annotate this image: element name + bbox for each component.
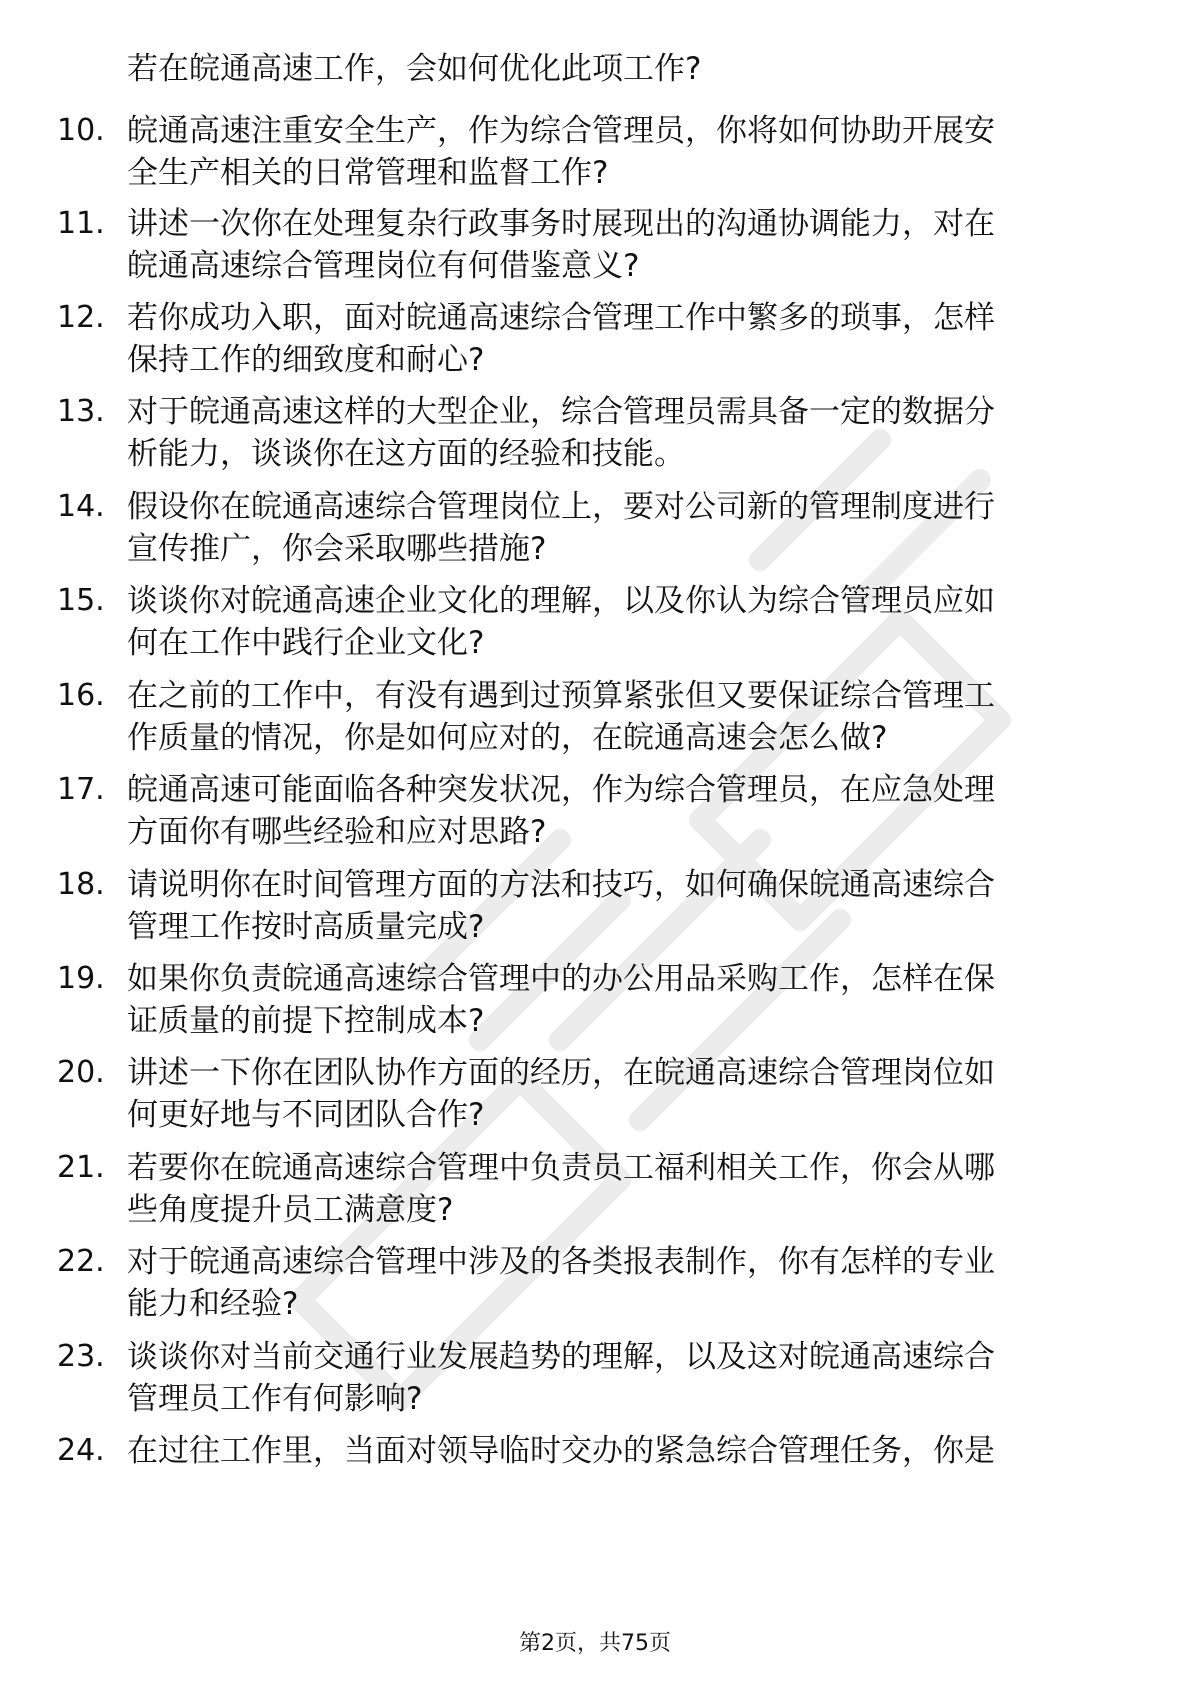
question-number: 15.: [57, 583, 105, 618]
question-number: 22.: [57, 1244, 105, 1279]
question-text: [127, 1336, 1117, 1420]
question-line: 作质量的情况，你是如何应对的，在皖通高速会怎么做?: [127, 720, 888, 756]
question-line: 对于皖通高速综合管理中涉及的各类报表制作，你有怎样的专业: [127, 1244, 995, 1280]
question-number: 20.: [57, 1055, 105, 1090]
question-number: 14.: [57, 489, 105, 524]
question-text: [127, 1052, 1117, 1136]
page-footer: 第2页，共75页: [519, 1631, 671, 1656]
question-text: [127, 110, 1117, 194]
question-line: 讲述一次你在处理复杂行政事务时展现出的沟通协调能力，对在: [127, 206, 995, 242]
question-line: 谈谈你对当前交通行业发展趋势的理解，以及这对皖通高速综合: [127, 1339, 995, 1375]
question-number: 10.: [57, 113, 105, 148]
question-line: 证质量的前提下控制成本?: [127, 1003, 485, 1039]
carryover-line: 若在皖通高速工作，会如何优化此项工作?: [127, 51, 702, 87]
question-number: 13.: [57, 394, 105, 429]
question-number: 21.: [57, 1150, 105, 1185]
question-line: 方面你有哪些经验和应对思路?: [127, 814, 547, 850]
question-line: 对于皖通高速这样的大型企业，综合管理员需具备一定的数据分: [127, 394, 995, 430]
question-line: 何更好地与不同团队合作?: [127, 1097, 485, 1133]
question-line: 管理员工作有何影响?: [127, 1381, 423, 1417]
question-line: 皖通高速注重安全生产，作为综合管理员，你将如何协助开展安: [127, 113, 995, 149]
question-line: 些角度提升员工满意度?: [127, 1192, 454, 1228]
question-text: [127, 1430, 1117, 1472]
question-number: 18.: [57, 867, 105, 902]
question-line: 保持工作的细致度和耐心?: [127, 342, 485, 378]
question-text: [127, 958, 1117, 1042]
question-line: 析能力，谈谈你在这方面的经验和技能。: [127, 436, 685, 472]
question-number: 24.: [57, 1433, 105, 1468]
question-line: 谈谈你对皖通高速企业文化的理解，以及你认为综合管理员应如: [127, 583, 995, 619]
question-line: 若你成功入职，面对皖通高速综合管理工作中繁多的琐事，怎样: [127, 300, 995, 336]
question-number: 17.: [57, 772, 105, 807]
question-line: 请说明你在时间管理方面的方法和技巧，如何确保皖通高速综合: [127, 867, 995, 903]
question-text: [127, 1241, 1117, 1325]
question-text: [127, 675, 1117, 759]
question-line: 管理工作按时高质量完成?: [127, 909, 485, 945]
question-number: 19.: [57, 961, 105, 996]
question-text: [127, 580, 1117, 664]
question-text: [127, 203, 1117, 287]
question-text: [127, 297, 1117, 381]
question-line: 宣传推广，你会采取哪些措施?: [127, 531, 547, 567]
question-line: 假设你在皖通高速综合管理岗位上，要对公司新的管理制度进行: [127, 489, 995, 525]
question-text: [127, 391, 1117, 475]
question-line: 在过往工作里，当面对领导临时交办的紧急综合管理任务，你是: [127, 1433, 995, 1469]
question-number: 16.: [57, 678, 105, 713]
question-number: 12.: [57, 300, 105, 335]
question-line: 全生产相关的日常管理和监督工作?: [127, 155, 609, 191]
question-text: [127, 1147, 1117, 1231]
question-line: 若要你在皖通高速综合管理中负责员工福利相关工作，你会从哪: [127, 1150, 995, 1186]
question-line: 在之前的工作中，有没有遇到过预算紧张但又要保证综合管理工: [127, 678, 995, 714]
question-text: [127, 769, 1117, 853]
question-text: [127, 864, 1117, 948]
question-text: [127, 486, 1117, 570]
question-line: 皖通高速可能面临各种突发状况，作为综合管理员，在应急处理: [127, 772, 995, 808]
question-line: 皖通高速综合管理岗位有何借鉴意义?: [127, 248, 640, 284]
question-line: 讲述一下你在团队协作方面的经历，在皖通高速综合管理岗位如: [127, 1055, 995, 1091]
question-line: 能力和经验?: [127, 1286, 299, 1322]
question-number: 11.: [57, 206, 105, 241]
question-line: 如果你负责皖通高速综合管理中的办公用品采购工作，怎样在保: [127, 961, 995, 997]
question-number: 23.: [57, 1339, 105, 1374]
question-line: 何在工作中践行企业文化?: [127, 625, 485, 661]
